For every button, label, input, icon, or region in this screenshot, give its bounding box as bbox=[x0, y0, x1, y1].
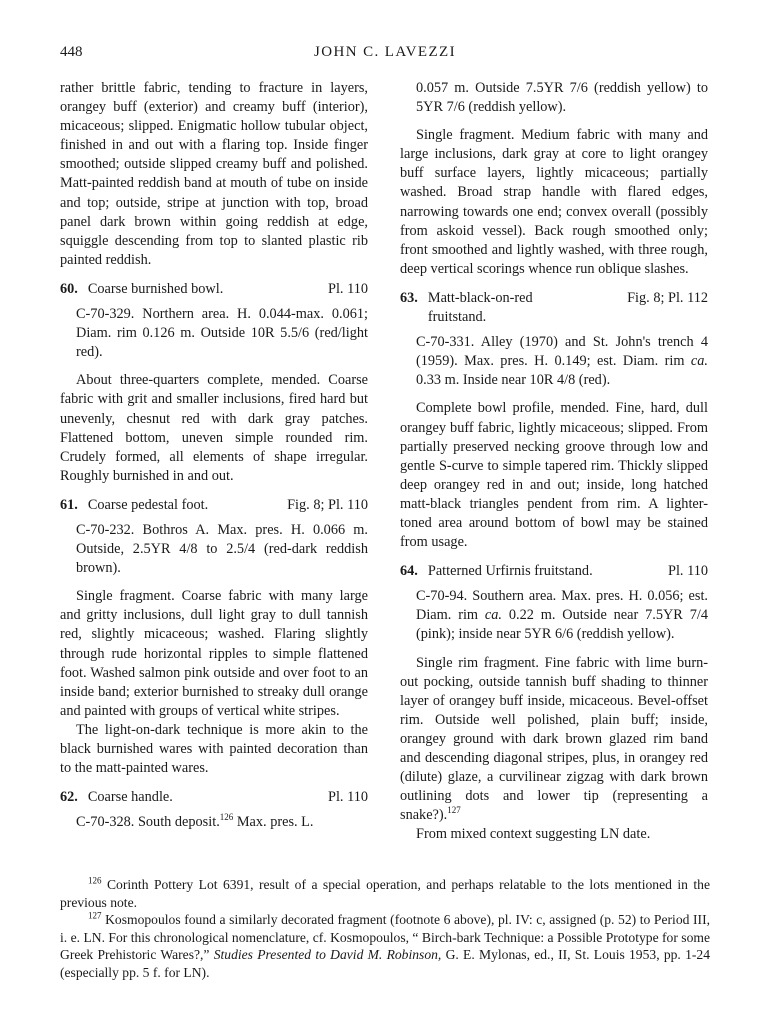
entry-60-plate-ref: Pl. 110 bbox=[328, 280, 368, 297]
entry-64-title: Patterned Urfirnis fruitstand. bbox=[427, 563, 593, 580]
entry-61-description: Single fragment. Coarse fabric with many large and gritty inclusions, dull light gray to dull tannish red, slightly micaceous; washed. Flaring slightly through rude horizontal ripples to simple flattened foot. Washed salmon pink outside and over foot to an inside band; exterior burnished to streaky dull orange and painted with groups of vertical white stripes. bbox=[60, 588, 368, 719]
entry-63-title: Matt-black-on-red fruitstand. bbox=[427, 289, 533, 326]
footnote-126: $^{126}$ Corinth Pottery Lot 6391, result of a special operation, and perhaps relatable to the lots mentioned in the previous note. bbox=[60, 875, 710, 910]
entry-61-catalog-data: C-70-232. Bothros A. Max. pres. H. 0.066 m. Outside, 2.5YR 4/8 to 2.5/4 (red-dark reddish brown). bbox=[76, 521, 368, 577]
entry-61-heading bbox=[60, 496, 368, 515]
continuation-paragraph: rather brittle fabric, tending to fracture in layers, orangey buff (exterior) and creamy buff (interior), micaceous; slipped. Enigmatic hollow tubular object, finished in and out with a flaring top. Inside finger smoothed; outside slipped creamy buff and polished. Matt-painted reddish band at mouth of tube on inside and top; outside, stripe at junction with top, broad panel dark brown within going reddish at edge, squiggle descending from top to slanted plastic rib painted reddish. bbox=[60, 80, 368, 268]
page-header bbox=[60, 44, 710, 64]
entry-62-title: Coarse handle. bbox=[87, 789, 173, 806]
footnotes bbox=[60, 876, 710, 981]
entry-63-number: 63. bbox=[400, 289, 418, 306]
entry-62-catalog-data: C-70-328. South deposit.$^{126}$ Max. pres. L. bbox=[76, 812, 314, 831]
entry-62-catalog-continuation: 0.057 m. Outside 7.5YR 7/6 (reddish yellow) to 5YR 7/6 (reddish yellow). bbox=[416, 80, 708, 116]
entry-60-catalog-data: C-70-329. Northern area. H. 0.044-max. 0.061; Diam. rim 0.126 m. Outside 10R 5.5/6 (red/light red). bbox=[76, 306, 368, 361]
entry-61-plate-ref: Fig. 8; Pl. 110 bbox=[287, 496, 368, 513]
entry-61-note: The light-on-dark technique is more akin to the black burnished wares with painted decoration than to the matt-painted wares. bbox=[60, 721, 368, 777]
entry-60-description: About three-quarters complete, mended. Coarse fabric with grit and smaller inclusions, fired hard but unevenly, chesnut red with dark gray patches. Flattened bottom, uneven simple rounded rim. Crudely formed, all elements of shape irregular. Roughly burnished in and out. bbox=[60, 372, 368, 484]
entry-60-heading bbox=[60, 280, 368, 299]
page-number: 448 bbox=[60, 44, 83, 60]
footnote-ref-126: 126 bbox=[219, 812, 234, 823]
entry-64-heading bbox=[400, 562, 708, 581]
entry-62-number: 62. bbox=[60, 789, 78, 806]
entry-64-catalog-data: C-70-94. Southern area. Max. pres. H. 0.056; est. Diam. rim ca. 0.22 m. Outside near 7.5YR 7/4 (pink); inside near 5YR 6/6 (reddish yellow). bbox=[416, 588, 708, 643]
footnote-127: $^{127}$ Kosmopoulos found a similarly decorated fragment (footnote 6 above), pl. IV: c, assigned (p. 52) to Period III, i. e. LN. For this chronological nomenclature, cf. Kosmopoulos, “ Birch-bark Technique: a Possible Prototype for some Greek Prehistoric Wares?,” Studies Presented to David M. Robinson, G. E. Mylonas, ed., II, St. Louis 1953, pp. 1-24 (especially pp. 5 f. for LN). bbox=[60, 910, 710, 980]
entry-64-plate-ref: Pl. 110 bbox=[668, 563, 708, 580]
entry-63-heading bbox=[400, 289, 708, 327]
entry-64-description: Single rim fragment. Fine fabric with lime burn-out pocking, outside tannish buff shading to thinner layer of orangey buff inside, micaceous. Bevel-offset rim. Outside well polished, plain buff; inside, orangey ground with dark brown glazed rim band and descending diagonal stripes, plus, in orangey red (dilute) glaze, a curvilinear zigzag with dark brown outlining dots and lower tip (representing a snake?).$^{127}$ bbox=[400, 654, 708, 824]
right-column bbox=[400, 79, 708, 844]
entry-64-number: 64. bbox=[400, 563, 418, 580]
entry-61-number: 61. bbox=[60, 496, 78, 513]
footnote-ref-127: 127 bbox=[447, 805, 461, 816]
entry-63-description: Complete bowl profile, mended. Fine, hard, dull orangey buff fabric, lightly micaceous; slipped. From partially preserved necking groove through low and gentle S-curve to simple tapered rim. Thickly slipped deep orangey red in and out; inside, long hatched matt-black triangles pendent from rim. A lighter-toned area around bottom of bowl may be stained from usage. bbox=[400, 400, 708, 551]
left-column bbox=[60, 79, 368, 841]
running-head: JOHN C. LAVEZZI bbox=[314, 44, 456, 60]
entry-61-title: Coarse pedestal foot. bbox=[87, 496, 209, 513]
entry-63-plate-ref: Fig. 8; Pl. 112 bbox=[627, 289, 708, 306]
entry-63-catalog-data: C-70-331. Alley (1970) and St. John's trench 4 (1959). Max. pres. H. 0.149; est. Diam. rim ca. 0.33 m. Inside near 10R 4/8 (red). bbox=[416, 334, 708, 389]
entry-62-heading bbox=[60, 788, 368, 807]
entry-60-number: 60. bbox=[60, 280, 78, 297]
entry-60-title: Coarse burnished bowl. bbox=[87, 280, 224, 297]
entry-62-description: Single fragment. Medium fabric with many and large inclusions, dark gray at core to light orangey buff surface layers, lightly micaceous; partially washed. Broad strap handle with flared edges, narrowing towards one end; convex overall (possibly from askoid vessel). Back rough smoothed only; front smoothed and lightly washed, with three rough, deep vertical scorings whence run oblique slashes. bbox=[400, 127, 708, 277]
entry-62-plate-ref: Pl. 110 bbox=[328, 789, 368, 806]
entry-64-note: From mixed context suggesting LN date. bbox=[416, 826, 651, 843]
